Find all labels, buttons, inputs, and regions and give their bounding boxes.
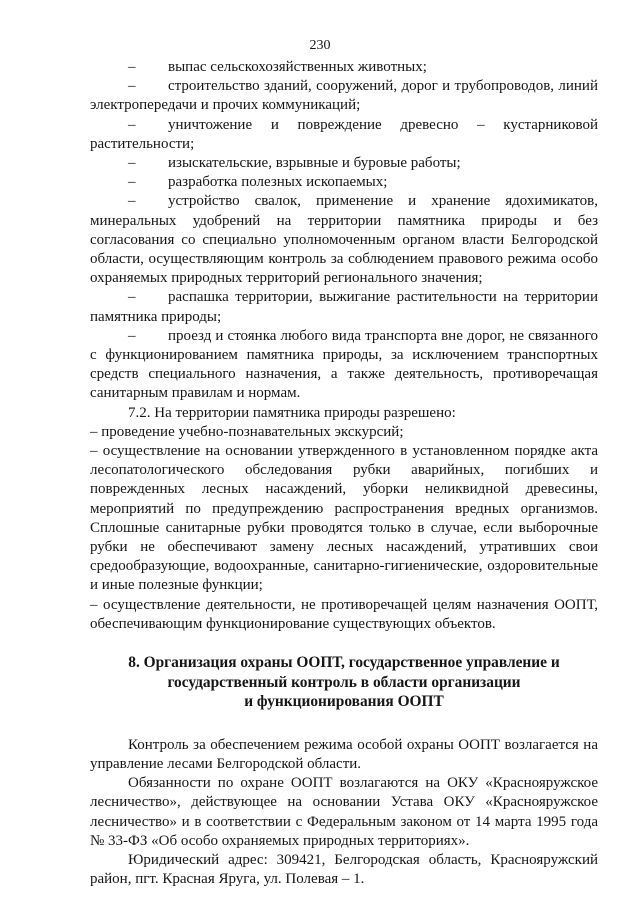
paragraph-address: Юридический адрес: 309421, Белгородская область, Краснояружский район, пгт. Красная Яруга, ул. Полевая – 1. [90,852,598,888]
list-item: – проведение учебно-познавательных экскурсий; [90,423,404,440]
allowed-list [90,423,598,634]
list-item: – разработка полезных ископаемых; [90,173,598,192]
list-item: – проезд и стоянка любого вида транспорта вне дорог, не связанного с функционированием памятника природы, за исключением транспортных средств специального назначения, а также деятельность, противоречащая санитарным правилам и нормам. [90,327,598,402]
list-item: – выпас сельскохозяйственных животных; [90,58,598,77]
dash-mark: – [128,78,136,95]
list-item: – устройство свалок, применение и хранение ядохимикатов, минеральных удобрений на территории памятника природы и без согласования со специально уполномоченным органом власти Белгородской области, осуществляющим контроль за соблюдением правового режима особо охраняемых природных территорий регионального значения; [90,193,598,287]
list-item: – распашка территории, выжигание растительности на территории памятника природы; [90,289,598,325]
page-number: 230 [309,38,331,53]
dash-mark: – [128,155,136,172]
dash-mark: – [128,116,136,133]
list-item: – осуществление на основании утвержденного в установленном порядке акта лесопатологического обследования рубки аварийных, погибших и поврежденных лесных насаждений, уборки неликвидной древесины, мероприятий по предупреждению распространения вредных организмов. Сплошные санитарные рубки проводятся только в случае, если выборочные рубки не обеспечивают замену лесных насаждений, утративших свои средообразующие, водоохранные, санитарно-гигиенические, оздоровительные и иные полезные функции; [90,443,598,594]
list-item: – осуществление деятельности, не противоречащей целям назначения ООПТ, обеспечивающим функционирование существующих объектов. [90,596,598,632]
list-item: – уничтожение и повреждение древесно – кустарниковой растительности; [90,116,598,152]
dash-mark: – [128,289,136,306]
dash-mark: – [128,174,136,191]
list-item: – строительство зданий, сооружений, дорог и трубопроводов, линий электропередачи и прочих коммуникаций; [90,78,598,114]
heading-line: 8. Организация охраны ООПТ, государственное управление и [128,654,560,672]
heading-line: государственный контроль в области организации [167,673,521,691]
section-7-2: 7.2. На территории памятника природы разрешено: [128,404,456,421]
paragraph-duties: Обязанности по охране ООПТ возлагаются на ОКУ «Краснояружское лесничество», действующее на основании Устава ОКУ «Краснояружское лесничество» и в соответствии с Федеральным законом от 14 марта 1995 года № 33-ФЗ «Об особо охраняемых природных территориях». [90,775,598,849]
prohibited-list [90,58,598,404]
heading-line: и функционирования ООПТ [244,693,444,711]
list-item: – изыскательские, взрывные и буровые работы; [90,154,598,173]
dash-mark: – [128,327,136,344]
document-body [90,58,598,890]
paragraph-control: Контроль за обеспечением режима особой охраны ООПТ возлагается на управление лесами Белгородской области. [90,736,598,773]
dash-mark: – [128,193,136,210]
section-8-heading [90,653,598,712]
dash-mark: – [128,59,136,75]
